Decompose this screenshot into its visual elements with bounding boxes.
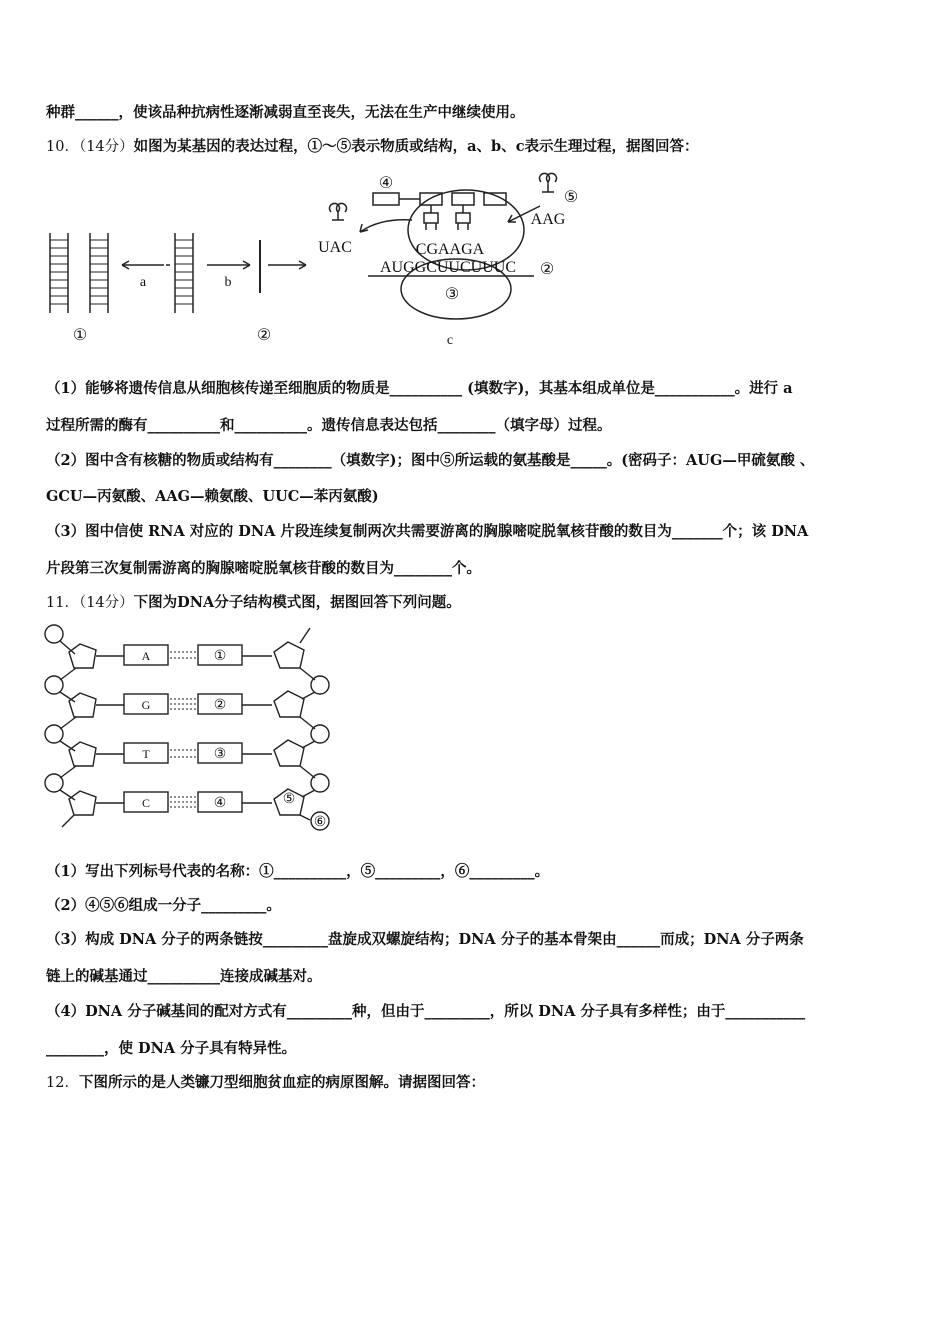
q11-part3-line1: （3）构成 DNA 分子的两条链按_________盘旋成双螺旋结构；DNA 分子的基本骨架由______而成；DNA 分子两条	[46, 931, 804, 948]
q11-stem	[46, 593, 461, 613]
fig10-label-1: ①	[72, 327, 88, 344]
trna-exiting	[330, 203, 347, 220]
fig10-label-c: c	[446, 333, 454, 348]
base-left-3: T	[142, 747, 150, 761]
q10-stem-text: 如图为某基因的表达过程，①～⑤表示物质或结构，a、b、c表示生理过程，据图回答：	[133, 138, 699, 155]
trna-entering	[540, 173, 557, 192]
fig11-label-6: ⑥	[313, 815, 327, 830]
q10-part2-line1: （2）图中含有核糖的物质或结构有________（填数字)；图中⑤所运载的氨基酸是_____。(密码子：AUG—甲硫氨酸 、	[46, 452, 815, 469]
q10-number: 10．（14分）	[46, 139, 134, 155]
q11-part4-line1: （4）DNA 分子碱基间的配对方式有_________种，但由于_________，所以 DNA 分子具有多样性；由于___________	[46, 1003, 806, 1020]
q11-part4-line2: ________，使 DNA 分子具有特异性。	[46, 1040, 297, 1057]
dna-structure-figure	[40, 622, 340, 832]
dna-ladder-1	[50, 233, 108, 313]
mrna-sequence: AUGGCUUCUUUC	[379, 259, 517, 276]
q11-part1: （1）写出下列标号代表的名称：①__________，⑤_________，⑥_________。	[46, 863, 550, 880]
base-right-2: ②	[213, 698, 227, 713]
anticodon-sequence: CGAAGA	[415, 241, 485, 258]
fig11-label-5: ⑤	[282, 792, 296, 807]
fig10-label-4: ④	[378, 175, 394, 192]
trna-right-anticodon: AAG	[530, 211, 566, 228]
base-right-3: ③	[213, 747, 227, 762]
gene-expression-figure	[40, 168, 620, 350]
q10-stem	[46, 137, 699, 157]
fig10-label-3: ③	[444, 286, 460, 303]
q10-part3-line2: 片段第三次复制需游离的胸腺嘧啶脱氧核苷酸的数目为________个。	[46, 560, 481, 577]
q10-part2-line2: GCU—丙氨酸、AAG—赖氨酸、UUC—苯丙氨酸)	[46, 488, 379, 505]
fig10-label-a: a	[139, 275, 147, 290]
q10-part1-line1: （1）能够将遗传信息从细胞核传递至细胞质的物质是__________ (填数字)，其基本组成单位是___________。进行 a	[46, 380, 793, 397]
q11-stem-text: 下图为DNA分子结构模式图，据图回答下列问题。	[133, 594, 461, 611]
prev-question-tail: 种群______，使该品种抗病性逐渐减弱直至丧失，无法在生产中继续使用。	[46, 104, 525, 121]
base-left-2: G	[141, 698, 151, 712]
trna-left-anticodon: UAC	[318, 239, 352, 256]
base-right-1: ①	[213, 649, 227, 664]
base-right-4: ④	[213, 796, 227, 811]
fig10-label-2b: ②	[539, 261, 555, 278]
q11-part2: （2）④⑤⑥组成一分子_________。	[46, 897, 281, 914]
q12-number: 12．	[46, 1075, 79, 1091]
q12-stem-text: 下图所示的是人类镰刀型细胞贫血症的病原图解。请据图回答：	[78, 1074, 485, 1091]
q12-stem	[46, 1073, 485, 1093]
fig10-label-5: ⑤	[563, 189, 579, 206]
base-left-1: A	[141, 649, 151, 663]
q11-part3-line2: 链上的碱基通过__________连接成碱基对。	[46, 968, 322, 985]
q10-part3-line1: （3）图中信使 RNA 对应的 DNA 片段连续复制两次共需要游离的胸腺嘧啶脱氧核苷酸的数目为_______个；该 DNA	[46, 523, 809, 540]
base-left-4: C	[141, 796, 151, 810]
q10-part1-line2: 过程所需的酶有__________和__________。遗传信息表达包括________（填字母）过程。	[46, 417, 612, 434]
dna-ladder-2	[175, 233, 193, 313]
fig10-label-b: b	[224, 275, 232, 290]
fig10-label-2: ②	[256, 327, 272, 344]
q11-number: 11．（14分）	[46, 595, 134, 611]
